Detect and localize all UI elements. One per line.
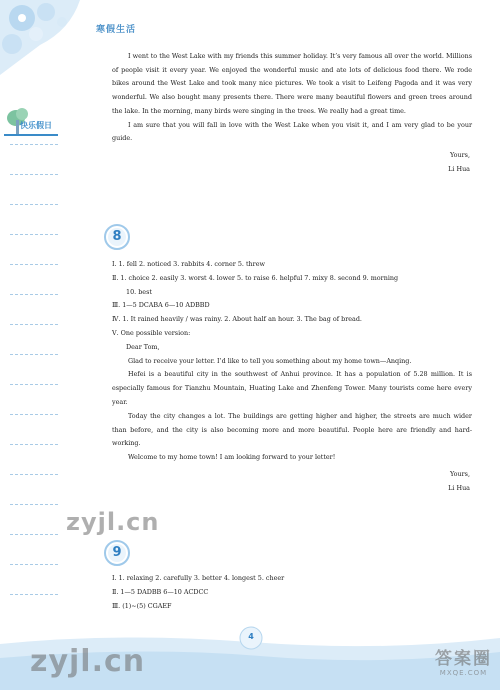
sidebar-ruled-strip [0,100,62,660]
page-number: 4 [248,632,254,641]
ruled-line [10,144,58,145]
answer-line: Ⅱ. 1. choice 2. easily 3. worst 4. lower 5. to raise 6. helpful 7. mixy 8. second 9. morning [112,273,399,282]
section-badge-8 [104,224,130,250]
answer-line: Ⅳ. 1. It rained heavily / was rainy. 2. About half an hour. 3. The bag of bread. [112,315,362,324]
ruled-line [10,534,58,535]
ruled-line [10,564,58,565]
ruled-line [10,204,58,205]
letter-paragraph: Glad to receive your letter. I’d like to tell you something about my home town—Anqing. [128,356,412,365]
answer-line: Ⅲ. (1)~(5) CGAEF [112,601,172,610]
watermark-mxqe [435,644,492,677]
ruled-line [10,414,58,415]
answer-line: Ⅰ. 1. relaxing 2. carefully 3. better 4. longest 5. cheer [112,574,285,582]
section-number: 9 [112,545,122,560]
ruled-line [10,594,58,595]
ruled-line [10,234,58,235]
ruled-line [10,354,58,355]
letter-west-lake [112,50,472,176]
watermark-zyjl-bottom: zyjl.cn [30,644,146,679]
letter-signature: Li Hua [448,483,470,492]
ruled-line [10,174,58,175]
ruled-line [10,294,58,295]
letter-paragraph: Hefei is a beautiful city in the southwest of Anhui province. It has a population of 5.28 million. It is especially famous for Tianzhu Mountain, Huating Lake and Zhenfeng Tower. Many tourists come here every year. [112,370,472,406]
ruled-line [10,444,58,445]
letter-paragraph: Welcome to my home town! I am looking forward to your letter! [128,453,336,462]
sidebar-title: 快乐假日 [20,121,52,130]
section-9-answers [112,572,472,613]
answer-line: Ⅱ. 1—5 DADBB 6—10 ACDCC [112,587,209,596]
section-badge-9 [104,540,130,566]
page-header-title: 寒假生活 [96,25,137,35]
section-8-answers [112,258,472,496]
ruled-line [10,474,58,475]
letter-closing: Yours, [450,469,470,478]
section-number: 8 [112,229,122,244]
letter-paragraph: Today the city changes a lot. The buildings are getting higher and higher, the streets are much wider than before, and the city is also becoming more and more beautiful. People here are friendly and hard-working. [112,411,472,448]
watermark-stamp-title: 答案圈 [435,649,492,669]
watermark-stamp-url: MXQE.COM [439,669,488,677]
answer-line: Ⅲ. 1—5 DCABA 6—10 ADBBD [112,301,210,310]
letter-greeting: Dear Tom, [126,342,160,351]
answer-line: Ⅴ. One possible version: [112,328,191,337]
letter-paragraph: I am sure that you will fall in love with the West Lake when you visit it, and I am very glad to be your guide. [112,120,472,143]
answer-line: Ⅰ. 1. fell 2. noticed 3. rabbits 4. corner 5. threw [112,260,265,268]
ruled-line [10,324,58,325]
letter-closing: Yours, [450,150,470,159]
ruled-line [10,384,58,385]
letter-signature: Li Hua [448,164,470,173]
letter-paragraph: I went to the West Lake with my friends this summer holiday. It’s very famous all over the world. Millions of people visit it every year. We enjoyed the wonderful music and ate lots of delicious food there. We rode bikes around the West Lake and took many nice pictures. We took a visit to Leifeng Pagoda and it was very wonderful. We also bought many presents there. There were many beautiful flowers and green trees around the lake. In the morning, many birds were singing in the trees. We really had a great time. [112,52,472,115]
watermark-zyjl: zyjl.cn [66,508,160,536]
ruled-line [10,264,58,265]
answer-line: 10. best [126,287,152,296]
corner-flower-decoration [0,0,95,80]
ruled-line [10,504,58,505]
